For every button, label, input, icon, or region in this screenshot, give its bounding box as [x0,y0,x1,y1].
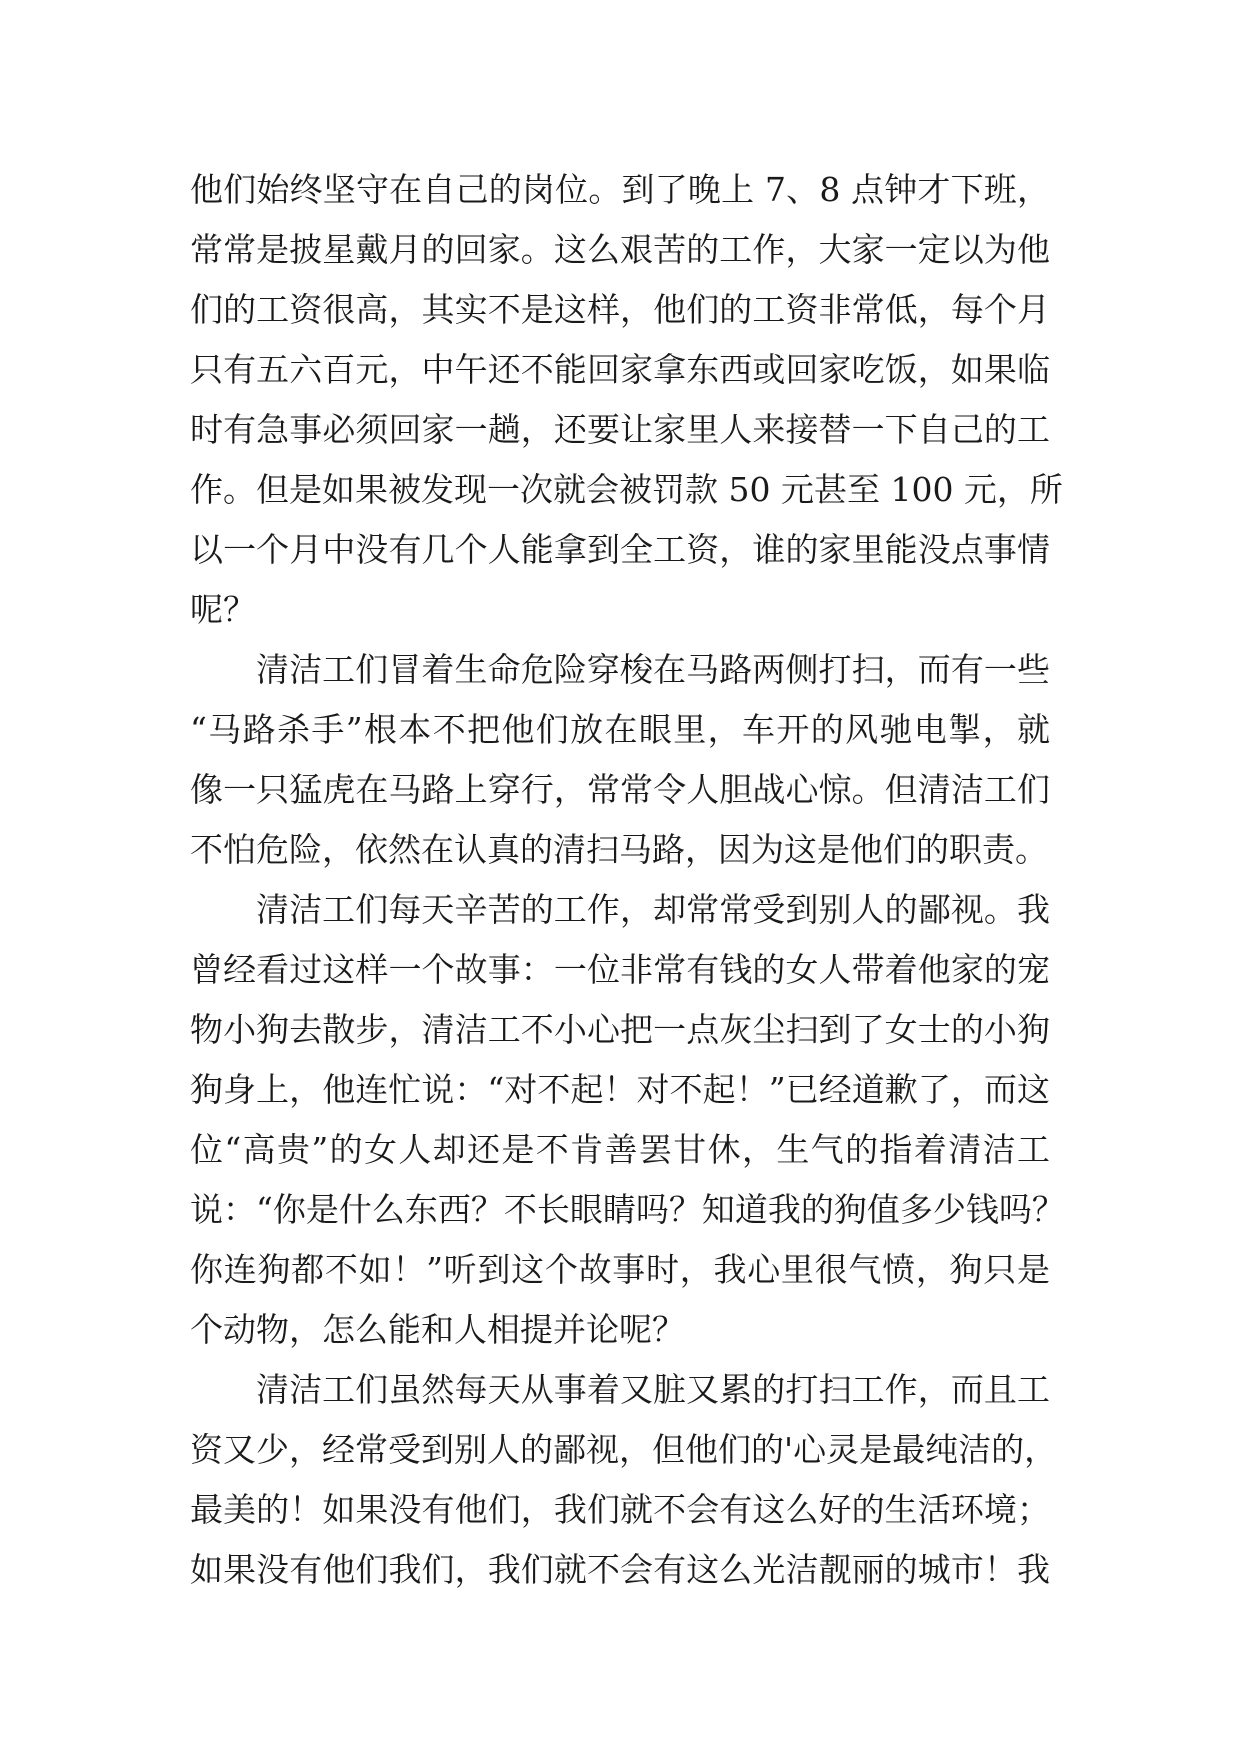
paragraph [190,1360,1058,1600]
text-line: 狗身上，他连忙说：“对不起！对不起！”已经道歉了，而这 [190,1070,1050,1109]
text-line: 常常是披星戴月的回家。这么艰苦的工作，大家一定以为他 [190,230,1050,269]
text-line: 你连狗都不如！”听到这个故事时，我心里很气愤，狗只是 [190,1250,1050,1289]
text-line: 说：“你是什么东西？不长眼睛吗？知道我的狗值多少钱吗？ [190,1190,1065,1229]
paragraph [190,640,1050,880]
text-line: 他们始终坚守在自己的岗位。到了晚上 7、8 点钟才下班， [190,170,1050,209]
text-line: 清洁工们虽然每天从事着又脏又累的打扫工作，而且工 [256,1370,1050,1409]
text-line: 物小狗去散步，清洁工不小心把一点灰尘扫到了女士的小狗 [190,1010,1050,1049]
text-line: 作。但是如果被发现一次就会被罚款 50 元甚至 100 元，所 [190,470,1063,509]
text-line: 以一个月中没有几个人能拿到全工资，谁的家里能没点事情 [190,530,1050,569]
text-line: 个动物，怎么能和人相提并论呢？ [190,1310,685,1349]
paragraph [190,160,1063,640]
text-line: 不怕危险，依然在认真的清扫马路，因为这是他们的职责。 [190,830,1048,869]
text-line: 呢？ [190,590,256,629]
text-line: 清洁工们冒着生命危险穿梭在马路两侧打扫，而有一些 [256,650,1050,689]
text-line: “马路杀手”根本不把他们放在眼里，车开的风驰电掣，就 [190,710,1050,749]
text-line: 曾经看过这样一个故事：一位非常有钱的女人带着他家的宠 [190,950,1050,989]
text-line: 最美的！如果没有他们，我们就不会有这么好的生活环境； [190,1490,1050,1529]
text-line: 时有急事必须回家一趟，还要让家里人来接替一下自己的工 [190,410,1050,449]
document-body [190,160,1065,1600]
text-line: 位“高贵”的女人却还是不肯善罢甘休，生气的指着清洁工 [190,1130,1050,1169]
text-line: 们的工资很高，其实不是这样，他们的工资非常低，每个月 [190,290,1050,329]
text-line: 如果没有他们我们，我们就不会有这么光洁靓丽的城市！我 [190,1550,1050,1589]
text-line: 像一只猛虎在马路上穿行，常常令人胆战心惊。但清洁工们 [190,770,1050,809]
text-line: 只有五六百元，中午还不能回家拿东西或回家吃饭，如果临 [190,350,1050,389]
text-line: 清洁工们每天辛苦的工作，却常常受到别人的鄙视。我 [256,890,1050,929]
text-line: 资又少，经常受到别人的鄙视，但他们的'心灵是最纯洁的， [190,1430,1058,1469]
paragraph [190,880,1065,1360]
